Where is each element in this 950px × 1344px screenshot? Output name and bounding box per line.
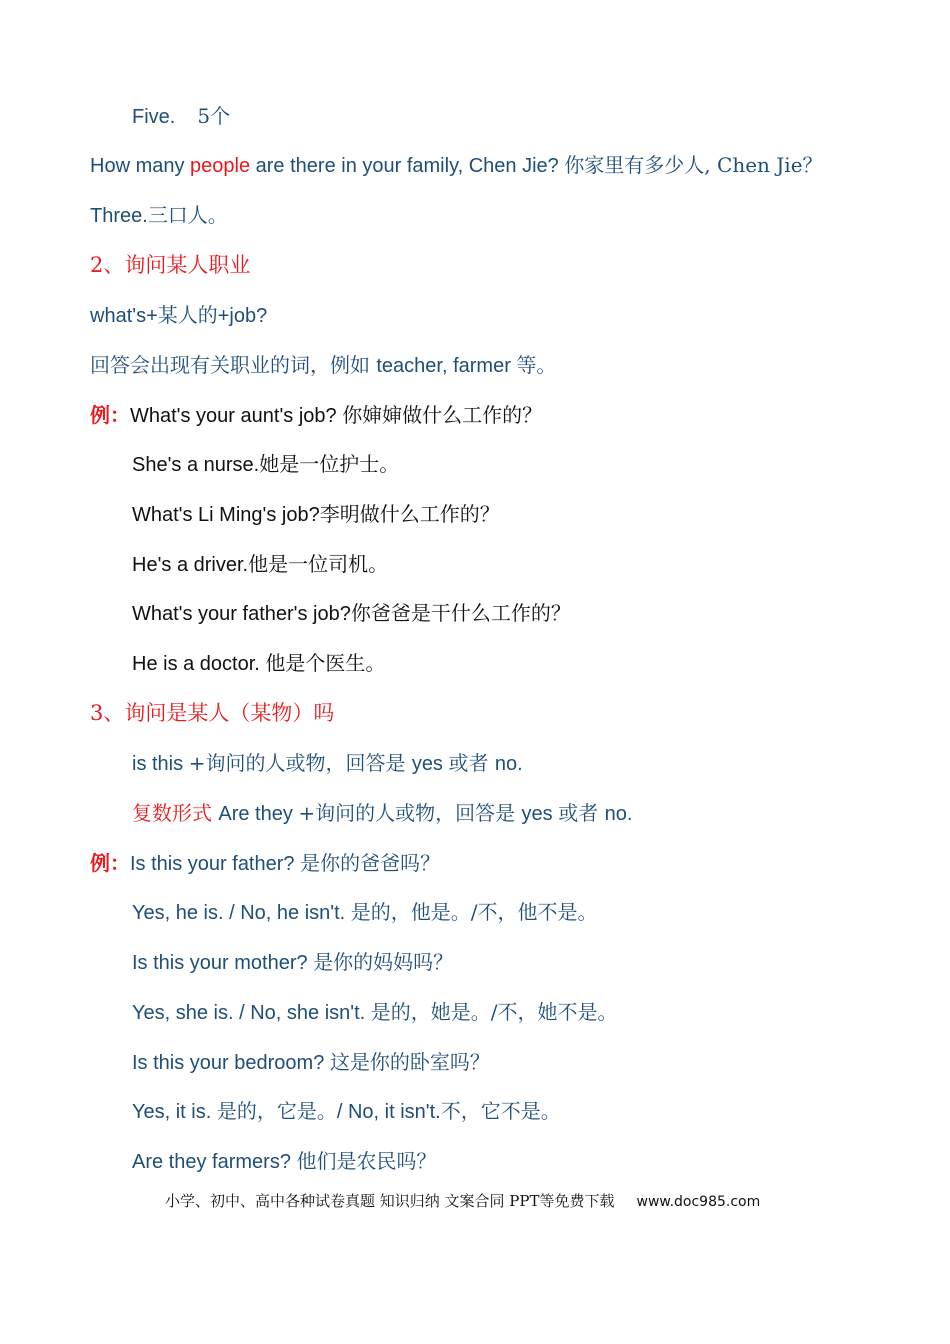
- example-occupation-4: He's a driver.他是一位司机。: [132, 552, 389, 576]
- pattern-identity-plural: 复数形式 Are they +询问的人或物，回答是 yes 或者 no.: [132, 801, 633, 825]
- example-occupation-6: He is a doctor. 他是个医生。: [132, 651, 386, 675]
- example-identity-2: Yes, he is. / No, he isn't. 是的，他是。/不，他不是。: [132, 900, 598, 924]
- section-heading-occupation: 2、询问某人职业: [90, 253, 251, 277]
- example-label: 例：: [90, 403, 130, 427]
- answer-five: Five. 5个: [132, 104, 231, 128]
- example-identity-5: Is this your bedroom? 这是你的卧室吗？: [132, 1050, 490, 1074]
- example-identity-6: Yes, it is. 是的，它是。/ No, it isn't.不，它不是。: [132, 1099, 561, 1123]
- section-heading-identity: 3、询问是某人（某物）吗: [90, 701, 335, 725]
- example-identity-1: 例：Is this your father? 是你的爸爸吗？: [90, 851, 441, 875]
- highlight-people: people: [190, 155, 251, 177]
- example-occupation-1: 例：What's your aunt's job? 你婶婶做什么工作的？: [90, 403, 543, 427]
- footer-text: 小学、初中、高中各种试卷真题 知识归纳 文案合同 PPT等免费下载: [165, 1192, 615, 1210]
- example-occupation-5: What's your father's job?你爸爸是干什么工作的？: [132, 601, 571, 625]
- footer-url[interactable]: www.doc985.com: [636, 1194, 761, 1210]
- answer-three: Three.三口人。: [90, 203, 228, 227]
- example-identity-3: Is this your mother? 是你的妈妈吗？: [132, 950, 454, 974]
- pattern-identity: is this +询问的人或物，回答是 yes 或者 no.: [132, 751, 523, 775]
- pattern-occupation: what's+某人的+job?: [90, 303, 268, 327]
- page-footer: [165, 1190, 760, 1213]
- example-occupation-3: What's Li Ming's job?李明做什么工作的？: [132, 502, 500, 526]
- example-occupation-2: She's a nurse.她是一位护士。: [132, 452, 400, 476]
- example-label: 例：: [90, 851, 130, 875]
- example-identity-7: Are they farmers? 他们是农民吗？: [132, 1149, 437, 1173]
- answer-note-occupation: 回答会出现有关职业的词，例如 teacher, farmer 等。: [90, 353, 557, 377]
- question-family-size: How many people are there in your family, Chen Jie? 你家里有多少人, Chen Jie？: [90, 153, 823, 177]
- plural-label: 复数形式: [132, 801, 219, 825]
- example-identity-4: Yes, she is. / No, she isn't. 是的，她是。/不，她不是。: [132, 1000, 618, 1024]
